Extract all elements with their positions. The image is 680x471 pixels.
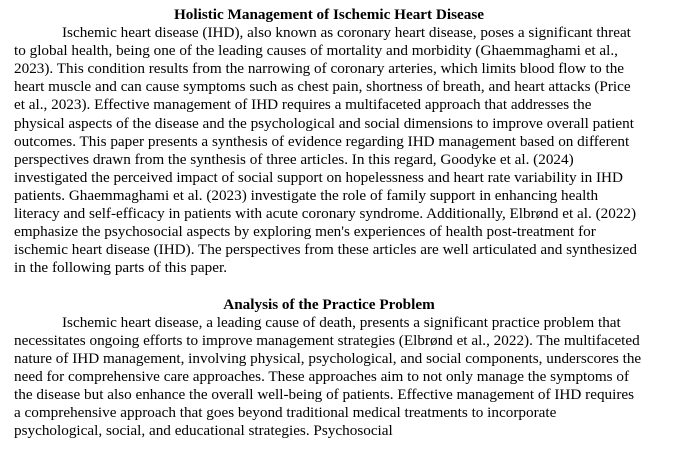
section-title-holistic-management: Holistic Management of Ischemic Heart Disease (173, 6, 484, 23)
document-page (14, 6, 644, 440)
practice-problem-paragraph: Ischemic heart disease, a leading cause of death, presents a significant practice problem that necessitates ongoing efforts to improve management strategies (Elbrønd et al., 2022). The multifaceted nature of IHD management, involving physical, psychological, and social components, underscores the need for comprehensive care approaches. These approaches aim to not only manage the symptoms of the disease but also enhance the overall well-being of patients. Effective management of IHD requires a comprehensive approach that goes beyond traditional medical treatments to incorporate psychological, social, and educational strategies. Psychosocial (14, 313, 642, 440)
paragraph-spacer (14, 277, 644, 295)
section-title-practice-problem: Analysis of the Practice Problem (223, 295, 435, 313)
intro-paragraph: Ischemic heart disease (IHD), also known as coronary heart disease, poses a significant threat to global health, being one of the leading causes of mortality and morbidity (Ghaemmaghami et al., 2023). This condition results from the narrowing of coronary arteries, which limits blood flow to the heart muscle and can cause symptoms such as chest pain, shortness of breath, and heart attacks (Price et al., 2023). Effective management of IHD requires a multifaceted approach that addresses the physical aspects of the disease and the psychological and social dimensions to improve overall patient outcomes. This paper presents a synthesis of evidence regarding IHD management based on different perspectives drawn from the synthesis of three articles. In this regard, Goodyke et al. (2024) investigated the perceived impact of social support on hopelessness and heart rate variability in IHD patients. Ghaemmaghami et al. (2023) investigate the role of family support in enhancing health literacy and self-efficacy in patients with acute coronary syndrome. Additionally, Elbrønd et al. (2022) emphasize the psychosocial aspects by exploring men's experiences of health post-treatment for ischemic heart disease (IHD). The perspectives from these articles are well articulated and synthesized in the following parts of this paper. (14, 24, 637, 277)
